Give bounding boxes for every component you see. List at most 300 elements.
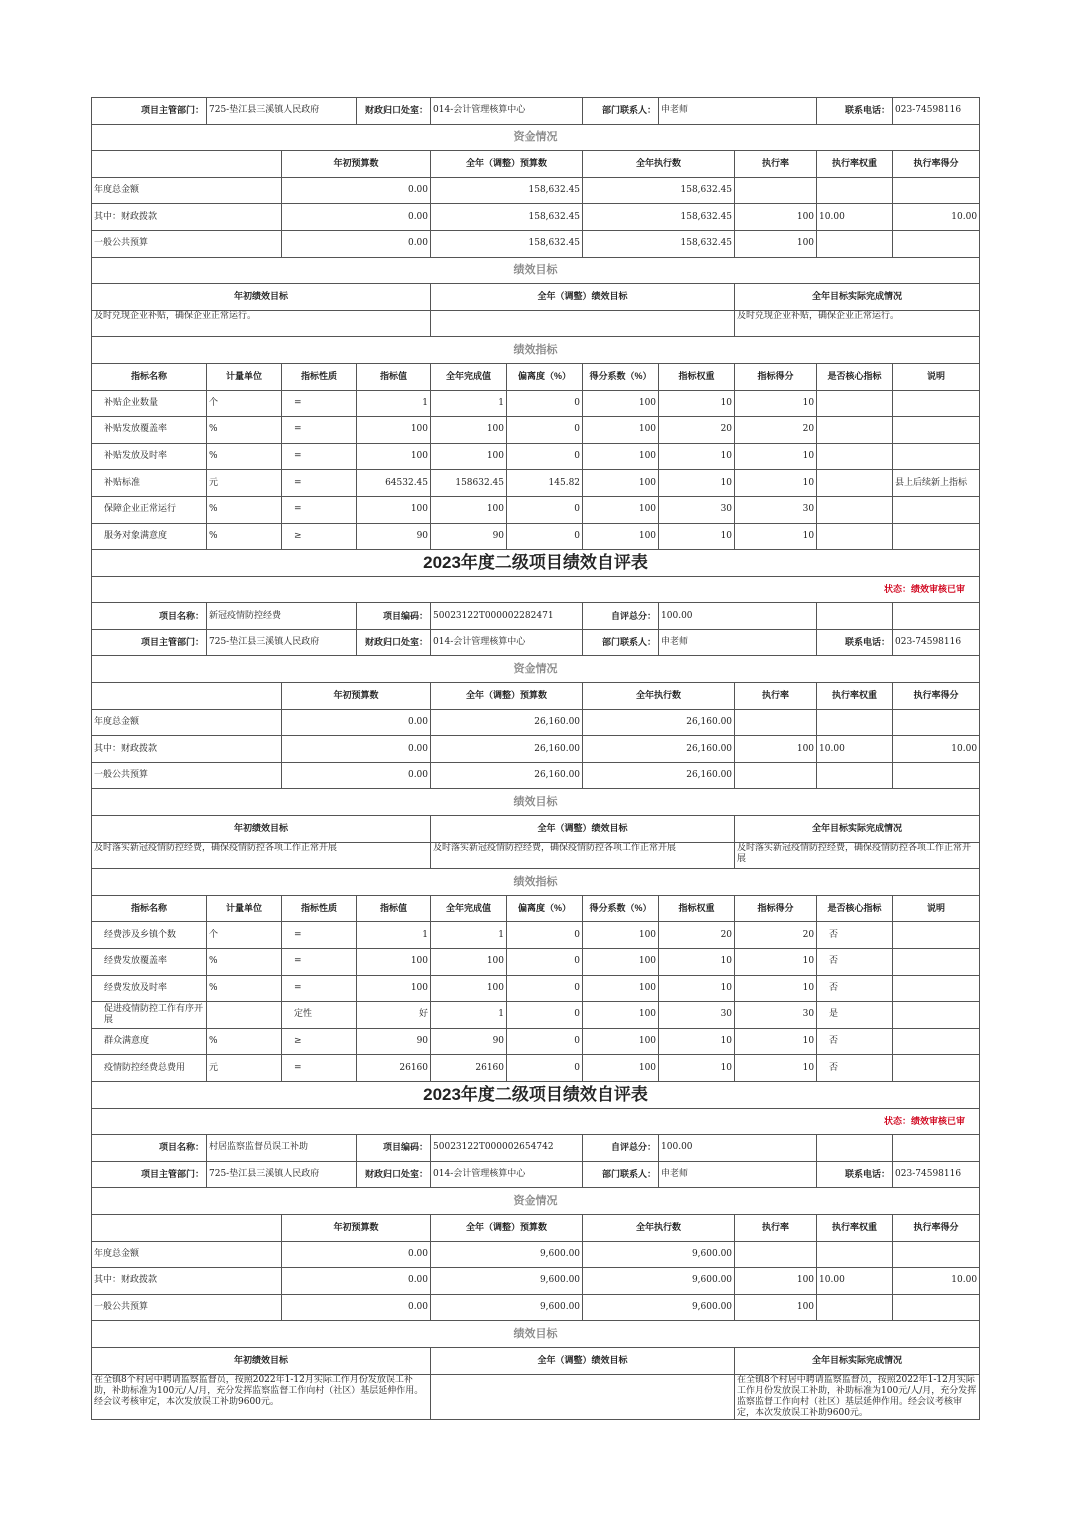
indicator-header-cell: 得分系数（%） [583, 363, 659, 390]
funds-cell [817, 1241, 893, 1268]
indicator-header-cell: 全年完成值 [431, 363, 507, 390]
funds-cell [817, 230, 893, 257]
indicator-cell: 26160 [431, 1055, 507, 1082]
self-score-value: 100.00 [659, 603, 817, 630]
indicator-cell [817, 390, 893, 417]
indicator-cell: 1 [357, 922, 431, 949]
indicator-cell: = [282, 496, 357, 523]
indicator-row [92, 496, 980, 523]
funds-cell: 9,600.00 [431, 1268, 583, 1295]
funds-cell: 100 [735, 1294, 817, 1321]
indicator-cell: 100 [357, 949, 431, 976]
indicator-cell: 否 [817, 1055, 893, 1082]
indicator-header-cell: 计量单位 [207, 363, 282, 390]
indicator-cell: 145.82 [507, 470, 583, 497]
indicator-cell: 100 [583, 949, 659, 976]
funds-cell: 0.00 [282, 204, 431, 231]
indicator-cell: 经费发放覆盖率 [92, 949, 207, 976]
indicator-cell: 100 [583, 1028, 659, 1055]
sheet-title: 2023年度二级项目绩效自评表 [92, 550, 980, 577]
indicator-cell: 30 [735, 1002, 817, 1029]
indicator-cell [893, 975, 980, 1002]
indicator-cell: 10 [735, 523, 817, 550]
indicator-cell: 100 [357, 417, 431, 444]
indicator-header-row [92, 363, 980, 390]
funds-row-label: 一般公共预算 [92, 1294, 282, 1321]
funds-cell [817, 762, 893, 789]
funds-cell: 10.00 [817, 204, 893, 231]
indicator-header-cell: 是否核心指标 [817, 895, 893, 922]
dept-label: 项目主管部门： [92, 98, 207, 125]
funds-cell: 26,160.00 [583, 736, 735, 763]
funds-header-cell: 全年（调整）预算数 [431, 683, 583, 710]
funds-header-cell: 执行率权重 [817, 1214, 893, 1241]
indicator-cell: 10 [659, 523, 735, 550]
indicator-row [92, 922, 980, 949]
indicator-cell: 县上后续新上指标 [893, 470, 980, 497]
goal-header-row [92, 284, 980, 311]
indicator-cell: 1 [357, 390, 431, 417]
indicator-cell: 10 [659, 470, 735, 497]
self-score-label: 自评总分： [583, 603, 659, 630]
indicator-cell: 90 [357, 523, 431, 550]
indicator-cell: = [282, 975, 357, 1002]
funds-cell [893, 709, 980, 736]
indicator-cell: 定性 [282, 1002, 357, 1029]
project-info-row [92, 603, 980, 630]
indicator-cell: 补贴发放覆盖率 [92, 417, 207, 444]
indicator-cell: 10 [735, 443, 817, 470]
indicator-cell: 10 [659, 443, 735, 470]
project-code-label: 项目编码： [357, 603, 431, 630]
indicator-cell: 否 [817, 949, 893, 976]
indicators-section-title: 绩效指标 [92, 337, 980, 364]
indicator-cell [893, 523, 980, 550]
funds-header-cell: 年初预算数 [282, 683, 431, 710]
funds-cell: 158,632.45 [583, 177, 735, 204]
contact-value: 申老师 [659, 1161, 817, 1188]
indicator-cell: ≥ [282, 1028, 357, 1055]
indicator-cell: 90 [357, 1028, 431, 1055]
project-code-label: 项目编码： [357, 1135, 431, 1162]
indicator-cell [893, 1028, 980, 1055]
funds-cell: 9,600.00 [583, 1268, 735, 1295]
indicator-cell: 10 [659, 390, 735, 417]
indicator-cell: = [282, 922, 357, 949]
evaluation-sheet [91, 97, 980, 1420]
indicator-cell: 100 [583, 1055, 659, 1082]
indicator-row [92, 1002, 980, 1029]
funds-cell: 10.00 [817, 1268, 893, 1295]
funds-header-cell: 执行率权重 [817, 683, 893, 710]
indicator-header-cell: 得分系数（%） [583, 895, 659, 922]
indicator-cell: 100 [583, 523, 659, 550]
indicator-cell: = [282, 417, 357, 444]
funds-cell: 0.00 [282, 709, 431, 736]
cell [92, 683, 282, 710]
title-row [92, 550, 980, 577]
indicator-cell: 100 [583, 975, 659, 1002]
indicator-cell [817, 443, 893, 470]
indicator-cell [817, 417, 893, 444]
funds-row-label: 年度总金额 [92, 709, 282, 736]
funds-cell: 26,160.00 [431, 762, 583, 789]
indicator-cell: 个 [207, 390, 282, 417]
funds-row [92, 177, 980, 204]
indicator-cell: 100 [583, 922, 659, 949]
indicator-cell: % [207, 417, 282, 444]
indicator-header-cell: 指标权重 [659, 895, 735, 922]
indicators-section-row [92, 869, 980, 896]
goal-header-cell: 全年（调整）绩效目标 [431, 816, 735, 843]
funds-header-cell: 执行率得分 [893, 1214, 980, 1241]
indicator-cell [893, 390, 980, 417]
contact-label: 部门联系人： [583, 629, 659, 656]
funds-cell: 10.00 [893, 204, 980, 231]
indicator-cell: 20 [735, 922, 817, 949]
indicator-cell: 经费发放及时率 [92, 975, 207, 1002]
funds-cell: 9,600.00 [431, 1294, 583, 1321]
goal-actual: 在全镇8个村居中聘请监察监督员，按照2022年1-12月实际工作月份发放误工补助，补助标准为100元/人/月，充分发挥监察监督工作向村（社区）基层延伸作用。经会议考核审定，本次发放误工补助9600元。 [735, 1374, 980, 1419]
indicator-row [92, 417, 980, 444]
indicator-cell: % [207, 975, 282, 1002]
indicator-cell: 群众满意度 [92, 1028, 207, 1055]
indicator-cell: 保障企业正常运行 [92, 496, 207, 523]
indicator-row [92, 470, 980, 497]
funds-header-row [92, 151, 980, 178]
indicator-row [92, 443, 980, 470]
fin-office-value: 014-会计管理核算中心 [431, 1161, 583, 1188]
indicator-cell: 100 [431, 417, 507, 444]
fin-office-value: 014-会计管理核算中心 [431, 98, 583, 125]
indicator-cell: % [207, 1028, 282, 1055]
funds-cell: 158,632.45 [583, 230, 735, 257]
indicator-header-cell: 全年完成值 [431, 895, 507, 922]
goals-section-row [92, 257, 980, 284]
funds-header-cell: 全年执行数 [583, 151, 735, 178]
indicator-cell: 100 [431, 949, 507, 976]
indicator-cell [893, 1002, 980, 1029]
indicator-cell: 100 [583, 496, 659, 523]
indicator-cell: 10 [735, 470, 817, 497]
indicator-cell [207, 1002, 282, 1029]
indicator-cell: 100 [583, 1002, 659, 1029]
indicator-cell [893, 949, 980, 976]
indicator-cell: 100 [583, 470, 659, 497]
indicator-cell: 0 [507, 417, 583, 444]
indicator-cell: 20 [659, 922, 735, 949]
dept-label: 项目主管部门： [92, 629, 207, 656]
funds-header-cell: 执行率权重 [817, 151, 893, 178]
indicator-cell: 是 [817, 1002, 893, 1029]
indicator-cell: 经费涉及乡镇个数 [92, 922, 207, 949]
indicator-cell: 疫情防控经费总费用 [92, 1055, 207, 1082]
indicator-cell [817, 496, 893, 523]
goals-section-row [92, 789, 980, 816]
goal-adjusted [431, 310, 735, 337]
phone-label: 联系电话： [817, 1161, 893, 1188]
funds-header-cell: 执行率 [735, 1214, 817, 1241]
funds-cell [735, 1241, 817, 1268]
phone-value: 023-74598116 [893, 629, 980, 656]
indicator-cell: 158632.45 [431, 470, 507, 497]
indicator-cell: 10 [735, 1055, 817, 1082]
sheet-title: 2023年度二级项目绩效自评表 [92, 1081, 980, 1108]
indicator-cell: 否 [817, 1028, 893, 1055]
contact-label: 部门联系人： [583, 1161, 659, 1188]
dept-row [92, 98, 980, 125]
funds-header-row [92, 1214, 980, 1241]
funds-row [92, 709, 980, 736]
goal-actual: 及时落实新冠疫情防控经费，确保疫情防控各项工作正常开展 [735, 842, 980, 869]
fin-office-value: 014-会计管理核算中心 [431, 629, 583, 656]
goal-header-row [92, 1347, 980, 1374]
funds-section-title: 资金情况 [92, 1188, 980, 1215]
funds-header-cell: 年初预算数 [282, 151, 431, 178]
project-name-value: 新冠疫情防控经费 [207, 603, 357, 630]
funds-row [92, 762, 980, 789]
funds-cell [893, 230, 980, 257]
indicator-cell: 0 [507, 1002, 583, 1029]
funds-cell: 100 [735, 736, 817, 763]
goal-row [92, 310, 980, 337]
funds-header-cell: 执行率 [735, 683, 817, 710]
contact-value: 申老师 [659, 98, 817, 125]
self-score-value: 100.00 [659, 1135, 817, 1162]
dept-value: 725-垫江县三溪镇人民政府 [207, 98, 357, 125]
funds-cell: 0.00 [282, 1241, 431, 1268]
funds-cell [735, 709, 817, 736]
funds-cell: 10.00 [893, 1268, 980, 1295]
funds-cell: 100 [735, 230, 817, 257]
cell [92, 151, 282, 178]
indicator-cell: 30 [659, 496, 735, 523]
funds-cell: 100 [735, 1268, 817, 1295]
indicator-cell: 100 [583, 443, 659, 470]
funds-cell: 0.00 [282, 736, 431, 763]
funds-row-label: 年度总金额 [92, 1241, 282, 1268]
funds-cell: 0.00 [282, 1294, 431, 1321]
goal-initial: 及时落实新冠疫情防控经费，确保疫情防控各项工作正常开展 [92, 842, 431, 869]
indicator-header-cell: 说明 [893, 363, 980, 390]
funds-row-label: 一般公共预算 [92, 230, 282, 257]
indicator-cell: 补贴发放及时率 [92, 443, 207, 470]
project-name-label: 项目名称： [92, 1135, 207, 1162]
indicator-cell [817, 470, 893, 497]
funds-row-label: 其中：财政拨款 [92, 1268, 282, 1295]
phone-value: 023-74598116 [893, 98, 980, 125]
indicator-cell: 30 [735, 496, 817, 523]
indicator-cell [893, 443, 980, 470]
funds-cell [817, 709, 893, 736]
funds-cell: 9,600.00 [583, 1241, 735, 1268]
funds-header-cell: 全年（调整）预算数 [431, 1214, 583, 1241]
funds-cell: 0.00 [282, 177, 431, 204]
indicator-cell: 10 [659, 949, 735, 976]
indicator-row [92, 1055, 980, 1082]
cell [92, 1214, 282, 1241]
indicator-header-cell: 指标权重 [659, 363, 735, 390]
indicator-cell: 0 [507, 975, 583, 1002]
indicator-cell: 100 [357, 496, 431, 523]
indicator-cell: 个 [207, 922, 282, 949]
indicator-cell [893, 1055, 980, 1082]
indicators-section-title: 绩效指标 [92, 869, 980, 896]
indicator-row [92, 390, 980, 417]
goals-section-title: 绩效目标 [92, 1321, 980, 1348]
project-code-value: 50023122T000002654742 [431, 1135, 583, 1162]
funds-cell: 9,600.00 [583, 1294, 735, 1321]
funds-cell: 100 [735, 204, 817, 231]
indicator-cell [893, 417, 980, 444]
funds-row-label: 年度总金额 [92, 177, 282, 204]
indicator-header-cell: 指标名称 [92, 895, 207, 922]
indicator-cell: 0 [507, 496, 583, 523]
funds-header-row [92, 683, 980, 710]
funds-row [92, 230, 980, 257]
funds-cell [893, 762, 980, 789]
indicator-cell: 100 [357, 975, 431, 1002]
funds-header-cell: 全年（调整）预算数 [431, 151, 583, 178]
dept-row [92, 1161, 980, 1188]
phone-value: 023-74598116 [893, 1161, 980, 1188]
indicator-cell: % [207, 443, 282, 470]
indicator-cell: 90 [431, 523, 507, 550]
indicator-header-cell: 指标性质 [282, 363, 357, 390]
goal-row [92, 1374, 980, 1419]
status-badge: 状态：绩效审核已审 [92, 1108, 980, 1135]
funds-row-label: 一般公共预算 [92, 762, 282, 789]
goals-section-row [92, 1321, 980, 1348]
indicator-cell [893, 496, 980, 523]
funds-cell: 158,632.45 [583, 204, 735, 231]
indicator-cell: = [282, 390, 357, 417]
indicator-header-cell: 指标值 [357, 895, 431, 922]
funds-section-row [92, 656, 980, 683]
indicator-cell: 64532.45 [357, 470, 431, 497]
fin-office-label: 财政归口处室： [357, 98, 431, 125]
indicator-cell: 100 [583, 417, 659, 444]
indicator-header-cell: 说明 [893, 895, 980, 922]
funds-cell: 0.00 [282, 1268, 431, 1295]
funds-cell [735, 762, 817, 789]
status-row [92, 576, 980, 603]
indicator-cell: 0 [507, 390, 583, 417]
funds-cell [893, 177, 980, 204]
funds-row [92, 1268, 980, 1295]
indicator-cell: 100 [431, 496, 507, 523]
indicator-cell: 补贴企业数量 [92, 390, 207, 417]
indicator-cell: 0 [507, 1028, 583, 1055]
indicator-cell: 20 [735, 417, 817, 444]
funds-row-label: 其中：财政拨款 [92, 204, 282, 231]
funds-cell: 10.00 [817, 736, 893, 763]
indicator-header-cell: 指标性质 [282, 895, 357, 922]
funds-cell: 26,160.00 [431, 709, 583, 736]
funds-cell: 26,160.00 [583, 709, 735, 736]
indicator-cell: 0 [507, 523, 583, 550]
funds-section-row [92, 124, 980, 151]
dept-row [92, 629, 980, 656]
fin-office-label: 财政归口处室： [357, 1161, 431, 1188]
indicator-cell: 元 [207, 1055, 282, 1082]
indicator-cell: ≥ [282, 523, 357, 550]
funds-header-cell: 执行率得分 [893, 151, 980, 178]
goal-header-row [92, 816, 980, 843]
indicator-cell: 20 [659, 417, 735, 444]
goal-adjusted: 及时落实新冠疫情防控经费，确保疫情防控各项工作正常开展 [431, 842, 735, 869]
indicator-cell: 10 [735, 390, 817, 417]
evaluation-table [91, 97, 980, 1420]
project-name-label: 项目名称： [92, 603, 207, 630]
funds-cell: 26,160.00 [431, 736, 583, 763]
indicator-cell [817, 523, 893, 550]
funds-row [92, 736, 980, 763]
funds-cell: 26,160.00 [583, 762, 735, 789]
indicator-header-cell: 偏离度（%） [507, 895, 583, 922]
funds-cell: 10.00 [893, 736, 980, 763]
indicator-cell: 100 [583, 390, 659, 417]
goal-header-cell: 年初绩效目标 [92, 1347, 431, 1374]
funds-section-row [92, 1188, 980, 1215]
contact-value: 申老师 [659, 629, 817, 656]
dept-label: 项目主管部门： [92, 1161, 207, 1188]
funds-cell [817, 1294, 893, 1321]
funds-cell: 158,632.45 [431, 204, 583, 231]
funds-header-cell: 年初预算数 [282, 1214, 431, 1241]
goal-adjusted [431, 1374, 735, 1419]
status-badge: 状态：绩效审核已审 [92, 576, 980, 603]
cell [817, 603, 893, 630]
funds-cell: 0.00 [282, 762, 431, 789]
indicator-cell: 1 [431, 1002, 507, 1029]
funds-cell [735, 177, 817, 204]
indicator-cell: % [207, 496, 282, 523]
indicator-header-cell: 指标值 [357, 363, 431, 390]
indicator-cell: 补贴标准 [92, 470, 207, 497]
status-row [92, 1108, 980, 1135]
indicator-cell: = [282, 443, 357, 470]
indicator-cell: 10 [735, 949, 817, 976]
indicator-cell: 100 [357, 443, 431, 470]
contact-label: 部门联系人： [583, 98, 659, 125]
funds-section-title: 资金情况 [92, 656, 980, 683]
indicator-header-cell: 偏离度（%） [507, 363, 583, 390]
dept-value: 725-垫江县三溪镇人民政府 [207, 1161, 357, 1188]
indicator-row [92, 1028, 980, 1055]
indicator-cell: 100 [431, 443, 507, 470]
project-code-value: 50023122T000002282471 [431, 603, 583, 630]
goal-header-cell: 全年目标实际完成情况 [735, 816, 980, 843]
self-score-label: 自评总分： [583, 1135, 659, 1162]
indicator-cell: 26160 [357, 1055, 431, 1082]
indicator-header-row [92, 895, 980, 922]
goals-section-title: 绩效目标 [92, 257, 980, 284]
indicator-cell: 10 [735, 975, 817, 1002]
indicator-row [92, 949, 980, 976]
funds-header-cell: 执行率得分 [893, 683, 980, 710]
indicators-section-row [92, 337, 980, 364]
funds-row [92, 1241, 980, 1268]
goals-section-title: 绩效目标 [92, 789, 980, 816]
goal-header-cell: 全年目标实际完成情况 [735, 284, 980, 311]
funds-header-cell: 全年执行数 [583, 683, 735, 710]
phone-label: 联系电话： [817, 629, 893, 656]
funds-cell [893, 1241, 980, 1268]
funds-cell: 0.00 [282, 230, 431, 257]
indicator-cell: 0 [507, 1055, 583, 1082]
goal-header-cell: 全年目标实际完成情况 [735, 1347, 980, 1374]
